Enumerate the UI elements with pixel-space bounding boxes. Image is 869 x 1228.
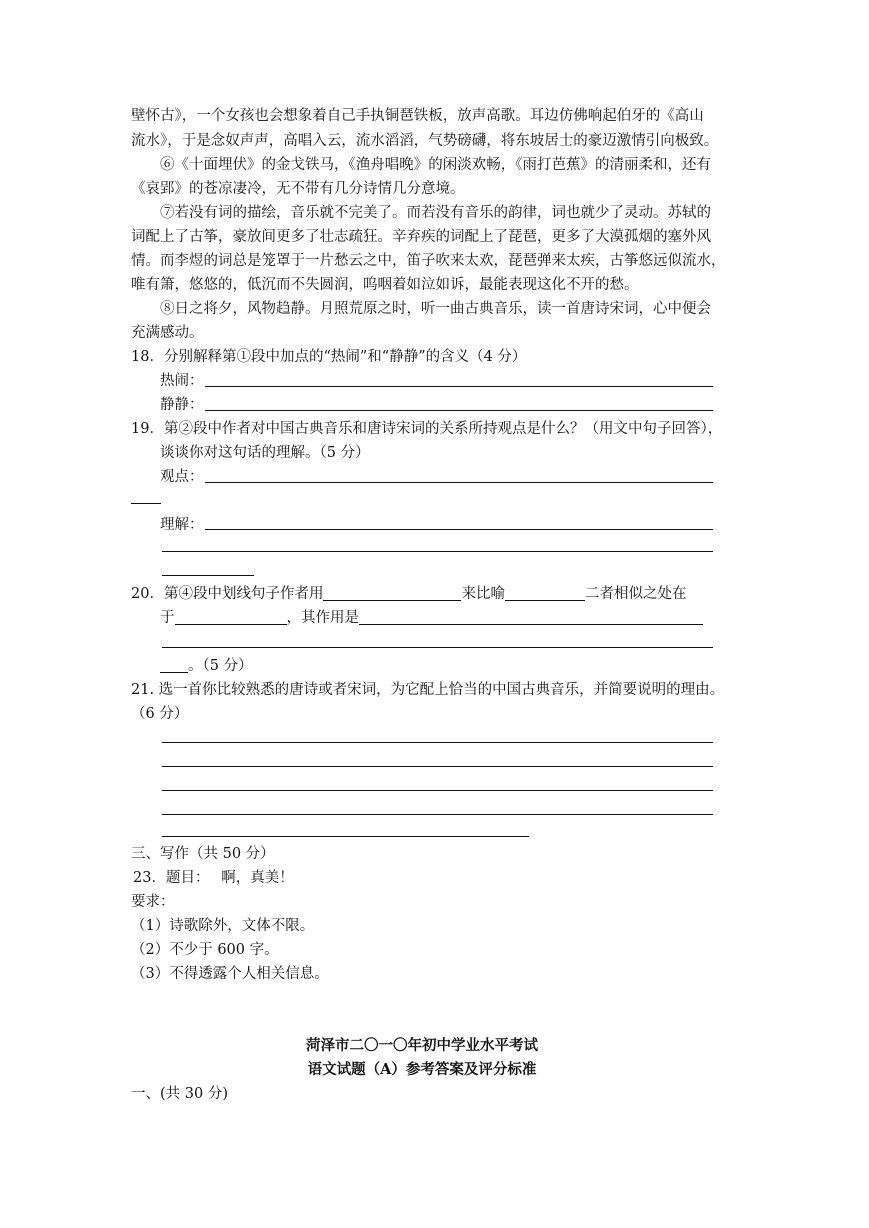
answer-line[interactable] [162, 814, 713, 815]
q20-text-e: ，其作用是 [286, 610, 359, 626]
answer-line[interactable] [162, 766, 713, 767]
answer-line[interactable] [205, 386, 713, 387]
q18-label-b: 静静： [160, 397, 204, 413]
answer-line[interactable] [162, 575, 254, 576]
question-21: 21. 选一首你比较熟悉的唐诗或者宋词，为它配上恰当的中国古典音乐，并简要说明的理由。 [131, 682, 725, 698]
answer-key-section-1: 一、(共 30 分) [131, 1086, 228, 1102]
answer-line[interactable] [131, 503, 161, 504]
question-20 [131, 582, 686, 606]
passage-line: 壁怀古》，一个女孩也会想象着自己手执铜琶铁板，放声高歌。耳边仿佛响起伯牙的《高山 [131, 108, 704, 124]
answer-line[interactable] [205, 482, 713, 483]
passage-line: 情。而李煜的词总是笼罩于一片愁云之中，笛子吹来太欢，琵琶弹来太疾，古筝悠远似流水， [131, 253, 726, 269]
answer-line[interactable] [162, 836, 529, 837]
answer-key-title: 菏泽市二〇一〇年初中学业水平考试 [306, 1037, 538, 1054]
passage-paragraph-7: ⑦若没有词的描绘，音乐就不完美了。而若没有音乐的韵律，词也就少了灵动。苏轼的 [160, 205, 711, 221]
q20-text-b: 来比喻 [461, 586, 505, 602]
q20-text-a: 20．第④段中划线句子作者用 [131, 586, 324, 602]
passage-line: 词配上了古筝，豪放间更多了壮志疏狂。辛弃疾的词配上了琵琶，更多了大漠孤烟的塞外风 [131, 229, 711, 245]
answer-line[interactable] [162, 551, 713, 552]
answer-line[interactable] [205, 529, 713, 530]
answer-line[interactable] [162, 647, 713, 648]
answer-line[interactable] [162, 790, 713, 791]
q20-text-c: 二者相似之处在 [584, 586, 687, 602]
blank-vehicle[interactable] [323, 584, 461, 601]
requirement-2: （2）不少于 600 字。 [131, 942, 279, 958]
passage-line: 唯有箫，悠悠的，低沉而不失圆润，呜咽着如泣如诉，最能表现这化不开的愁。 [131, 277, 639, 293]
question-21-score: （6 分） [131, 706, 189, 722]
answer-line[interactable] [205, 410, 713, 411]
answer-key-subtitle: 语文试题（A）参考答案及评分标准 [307, 1061, 537, 1078]
passage-paragraph-8: ⑧日之将夕，风物趋静。月照荒原之时，听一曲古典音乐，读一首唐诗宋词，心中便会 [160, 301, 711, 317]
q20-score: 。（5 分） [188, 658, 253, 674]
blank-short[interactable] [160, 656, 188, 673]
requirement-1: （1）诗歌除外，文体不限。 [131, 918, 315, 934]
writing-heading: 三、写作（共 50 分） [131, 846, 275, 862]
answer-line[interactable] [162, 742, 713, 743]
question-20-cont [160, 606, 703, 630]
question-18: 18．分别解释第①段中加点的“热闹”和“静静”的含义（4 分） [131, 349, 527, 365]
requirements-label: 要求： [131, 894, 175, 910]
question-19-cont: 谈谈你对这句话的理解。（5 分） [160, 445, 370, 461]
question-23: 23．题目： 啊，真美！ [133, 870, 294, 886]
question-19: 19．第②段中作者对中国古典音乐和唐诗宋词的关系所持观点是什么？（用文中句子回答）， [131, 421, 723, 437]
q20-text-d: 于 [160, 610, 175, 626]
passage-line: 流水》，于是念奴声声，高唱入云，流水滔滔，气势磅礴，将东坡居士的豪迈激情引向极致。 [131, 133, 719, 149]
requirement-3: （3）不得透露个人相关信息。 [131, 966, 329, 982]
blank-tenor[interactable] [505, 584, 585, 601]
passage-line: 《哀郢》的苍凉凄冷，无不带有几分诗情几分意境。 [131, 181, 465, 197]
blank-function[interactable] [359, 608, 703, 625]
blank-similarity[interactable] [175, 608, 287, 625]
q18-label-a: 热闹： [160, 373, 204, 389]
passage-paragraph-6: ⑥《十面埋伏》的金戈铁马，《渔舟唱晚》的闲淡欢畅，《雨打芭蕉》的清丽柔和，还有 [160, 157, 711, 173]
q19-label-b: 理解： [160, 517, 204, 533]
passage-line: 充满感动。 [131, 325, 204, 341]
q19-label-a: 观点： [160, 469, 204, 485]
question-20-end [160, 654, 253, 678]
